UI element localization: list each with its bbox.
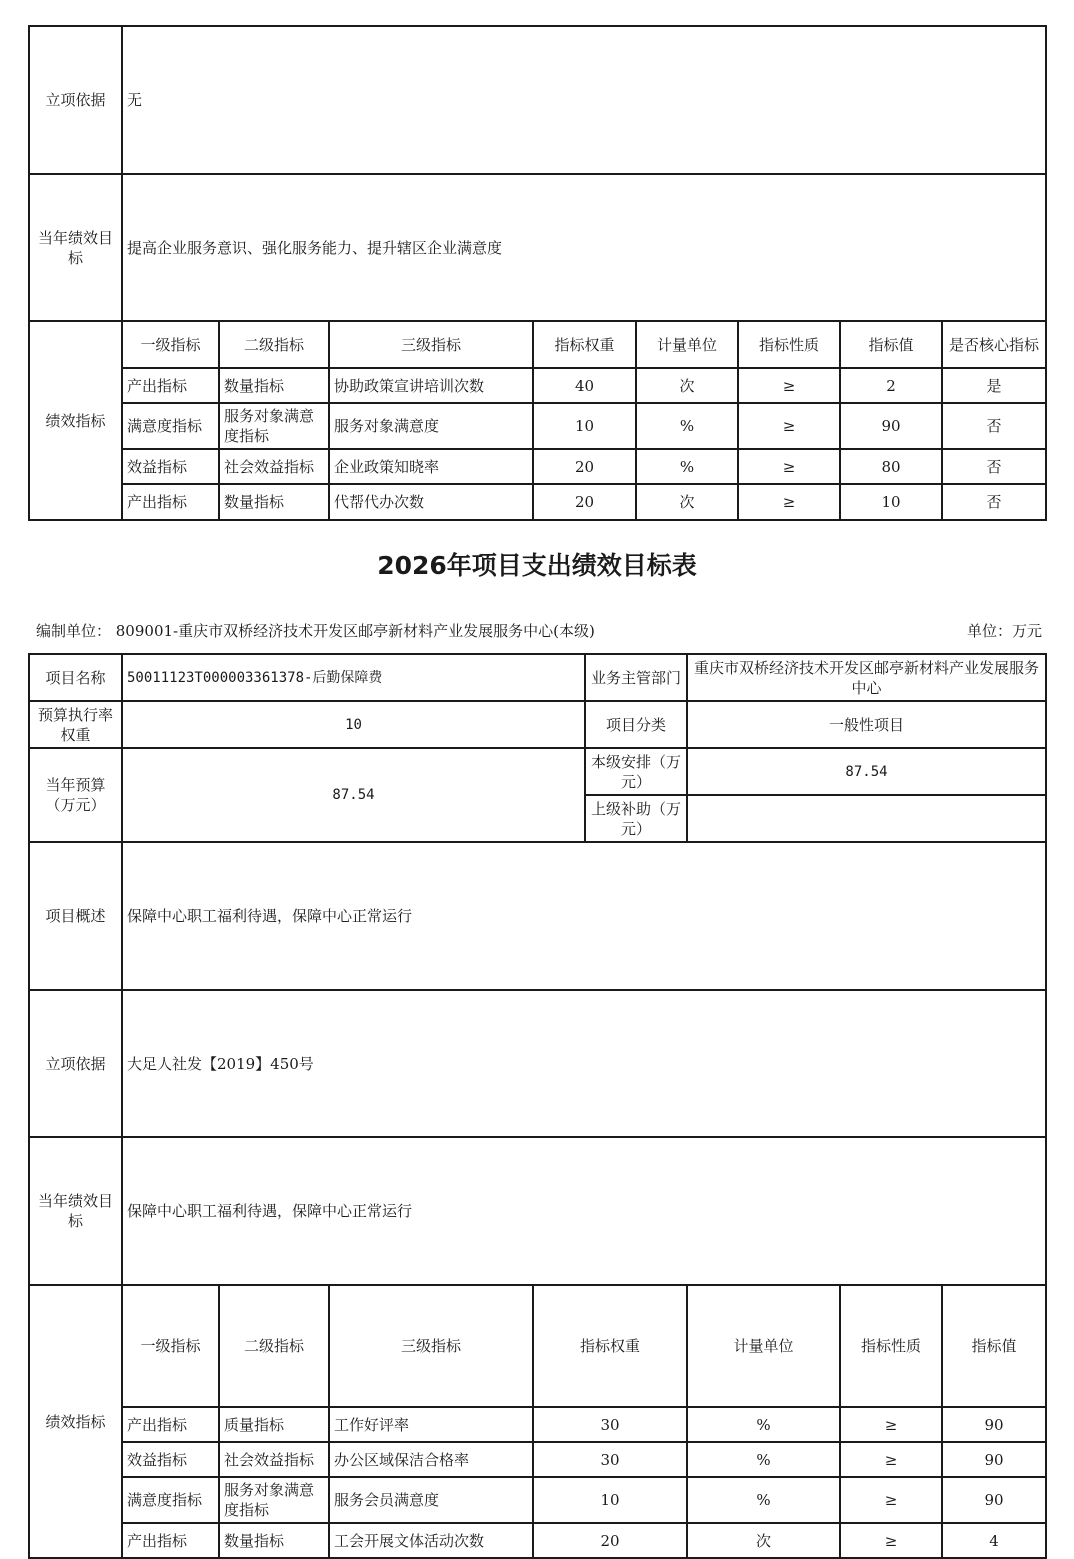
basis-value: 无 — [122, 26, 1046, 174]
currency-unit: 单位：万元 — [966, 622, 1042, 640]
core-cell: 否 — [942, 403, 1046, 449]
header-level3: 三级指标 — [329, 321, 533, 368]
unit-cell: 次 — [636, 484, 738, 520]
level1-cell: 满意度指标 — [122, 1477, 219, 1523]
header-weight: 指标权重 — [533, 1285, 687, 1407]
weight-cell: 20 — [533, 449, 636, 484]
weight-cell: 30 — [533, 1442, 687, 1477]
value-cell: 90 — [840, 403, 942, 449]
nature-cell: ≥ — [738, 403, 840, 449]
overview-label: 项目概述 — [29, 842, 122, 990]
level3-cell: 协助政策宣讲培训次数 — [329, 368, 533, 403]
header-value: 指标值 — [840, 321, 942, 368]
table-row — [29, 368, 1046, 403]
header-level2: 二级指标 — [219, 321, 329, 368]
header-nature: 指标性质 — [840, 1285, 942, 1407]
table-row — [29, 1407, 1046, 1442]
page-title: 2026年项目支出绩效目标表 — [377, 551, 697, 580]
indicator-header-row — [29, 1285, 1046, 1407]
level3-cell: 工作好评率 — [329, 1407, 533, 1442]
level1-cell: 效益指标 — [122, 449, 219, 484]
level2-cell: 社会效益指标 — [219, 449, 329, 484]
performance-table-previous — [28, 25, 1047, 521]
nature-cell: ≥ — [738, 368, 840, 403]
local-value: 87.54 — [687, 748, 1046, 795]
project-name-label: 项目名称 — [29, 654, 122, 701]
header-unit: 计量单位 — [636, 321, 738, 368]
exec-rate-row — [29, 701, 1046, 748]
exec-rate-value: 10 — [122, 701, 585, 748]
project-name-row — [29, 654, 1046, 701]
header-level3: 三级指标 — [329, 1285, 533, 1407]
core-cell: 否 — [942, 449, 1046, 484]
weight-cell: 30 — [533, 1407, 687, 1442]
basis-label: 立项依据 — [29, 26, 122, 174]
table-row — [29, 1477, 1046, 1523]
weight-cell: 40 — [533, 368, 636, 403]
unit-cell: % — [687, 1442, 840, 1477]
goal-value: 提高企业服务意识、强化服务能力、提升辖区企业满意度 — [122, 174, 1046, 321]
level1-cell: 产出指标 — [122, 484, 219, 520]
compiling-unit: 编制单位： 809001-重庆市双桥经济技术开发区邮亭新材料产业发展服务中心(本级) — [36, 622, 595, 640]
dept-value: 重庆市双桥经济技术开发区邮亭新材料产业发展服务中心 — [687, 654, 1046, 701]
nature-cell: ≥ — [840, 1442, 942, 1477]
upper-label: 上级补助（万元） — [585, 795, 687, 842]
header-unit: 计量单位 — [687, 1285, 840, 1407]
value-cell: 10 — [840, 484, 942, 520]
weight-cell: 10 — [533, 1477, 687, 1523]
unit-cell: % — [687, 1477, 840, 1523]
goal-label: 当年绩效目标 — [29, 174, 122, 321]
level2-cell: 数量指标 — [219, 484, 329, 520]
level3-cell: 服务对象满意度 — [329, 403, 533, 449]
level3-cell: 企业政策知晓率 — [329, 449, 533, 484]
goal-row — [29, 174, 1046, 321]
table-row — [29, 403, 1046, 449]
unit-cell: % — [687, 1407, 840, 1442]
header-level1: 一级指标 — [122, 321, 219, 368]
nature-cell: ≥ — [738, 484, 840, 520]
table-row — [29, 1523, 1046, 1558]
indicators-label: 绩效指标 — [29, 321, 122, 520]
level1-cell: 产出指标 — [122, 1407, 219, 1442]
project-name-value: 50011123T000003361378-后勤保障费 — [122, 654, 585, 701]
table-row — [29, 449, 1046, 484]
level1-cell: 满意度指标 — [122, 403, 219, 449]
header-weight: 指标权重 — [533, 321, 636, 368]
goal-label: 当年绩效目标 — [29, 1137, 122, 1285]
dept-label: 业务主管部门 — [585, 654, 687, 701]
category-value: 一般性项目 — [687, 701, 1046, 748]
weight-cell: 10 — [533, 403, 636, 449]
unit-cell: % — [636, 403, 738, 449]
basis-label: 立项依据 — [29, 990, 122, 1137]
performance-table — [28, 653, 1047, 1559]
level2-cell: 服务对象满意度指标 — [219, 1477, 329, 1523]
level3-cell: 工会开展文体活动次数 — [329, 1523, 533, 1558]
overview-row — [29, 842, 1046, 990]
core-cell: 是 — [942, 368, 1046, 403]
header-level2: 二级指标 — [219, 1285, 329, 1407]
upper-value — [687, 795, 1046, 842]
overview-value: 保障中心职工福利待遇，保障中心正常运行 — [122, 842, 1046, 990]
value-cell: 2 — [840, 368, 942, 403]
basis-row — [29, 26, 1046, 174]
header-core: 是否核心指标 — [942, 321, 1046, 368]
basis-row — [29, 990, 1046, 1137]
level2-cell: 数量指标 — [219, 368, 329, 403]
budget-label: 当年预算（万元） — [29, 748, 122, 842]
goal-row — [29, 1137, 1046, 1285]
level2-cell: 数量指标 — [219, 1523, 329, 1558]
value-cell: 90 — [942, 1407, 1046, 1442]
unit-cell: % — [636, 449, 738, 484]
exec-rate-label: 预算执行率权重 — [29, 701, 122, 748]
nature-cell: ≥ — [840, 1523, 942, 1558]
budget-value: 87.54 — [122, 748, 585, 842]
category-label: 项目分类 — [585, 701, 687, 748]
indicator-header-row — [29, 321, 1046, 368]
budget-row — [29, 748, 1046, 795]
unit-cell: 次 — [687, 1523, 840, 1558]
core-cell: 否 — [942, 484, 1046, 520]
goal-value: 保障中心职工福利待遇，保障中心正常运行 — [122, 1137, 1046, 1285]
indicators-label: 绩效指标 — [29, 1285, 122, 1558]
local-label: 本级安排（万元） — [585, 748, 687, 795]
nature-cell: ≥ — [840, 1477, 942, 1523]
header-level1: 一级指标 — [122, 1285, 219, 1407]
value-cell: 90 — [942, 1442, 1046, 1477]
level3-cell: 服务会员满意度 — [329, 1477, 533, 1523]
unit-cell: 次 — [636, 368, 738, 403]
level2-cell: 社会效益指标 — [219, 1442, 329, 1477]
weight-cell: 20 — [533, 484, 636, 520]
basis-value: 大足人社发【2019】450号 — [122, 990, 1046, 1137]
level2-cell: 服务对象满意度指标 — [219, 403, 329, 449]
level1-cell: 产出指标 — [122, 368, 219, 403]
nature-cell: ≥ — [738, 449, 840, 484]
table-row — [29, 1442, 1046, 1477]
table-row — [29, 484, 1046, 520]
level1-cell: 效益指标 — [122, 1442, 219, 1477]
level3-cell: 代帮代办次数 — [329, 484, 533, 520]
level2-cell: 质量指标 — [219, 1407, 329, 1442]
weight-cell: 20 — [533, 1523, 687, 1558]
value-cell: 80 — [840, 449, 942, 484]
nature-cell: ≥ — [840, 1407, 942, 1442]
header-value: 指标值 — [942, 1285, 1046, 1407]
value-cell: 4 — [942, 1523, 1046, 1558]
level1-cell: 产出指标 — [122, 1523, 219, 1558]
level3-cell: 办公区域保洁合格率 — [329, 1442, 533, 1477]
header-nature: 指标性质 — [738, 321, 840, 368]
value-cell: 90 — [942, 1477, 1046, 1523]
